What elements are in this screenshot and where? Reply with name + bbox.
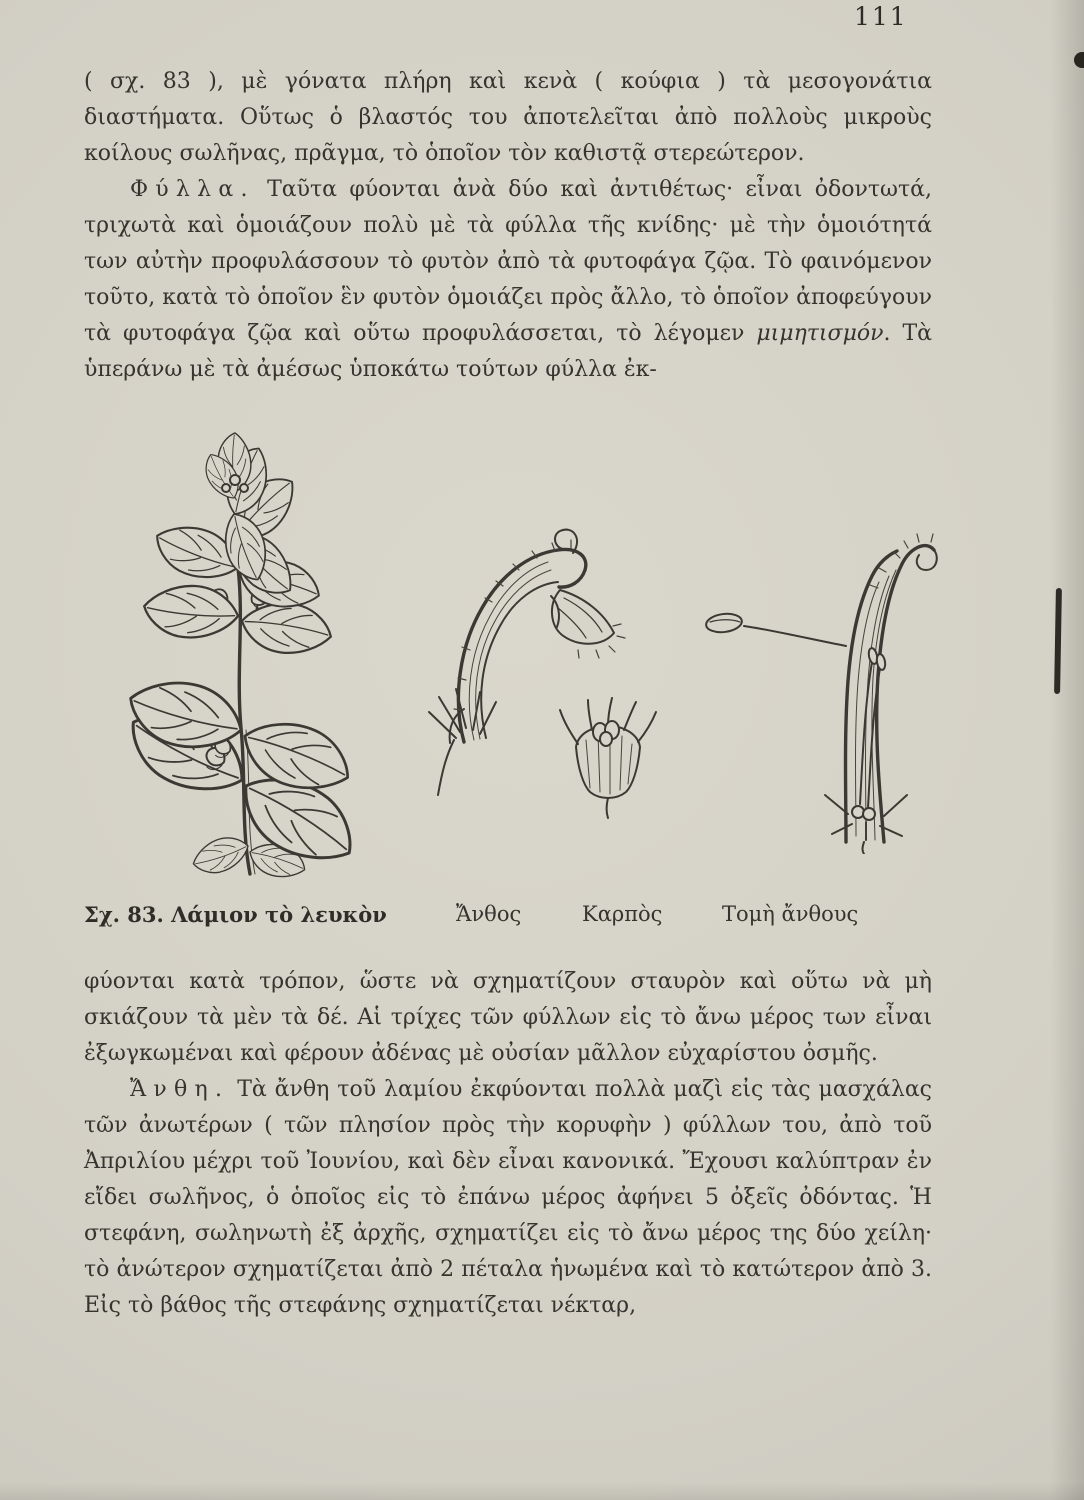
text-segment: Ταῦτα φύονται ἀνὰ δύο καὶ ἀντιθέτως· εἶναι ὀδοντωτά, τριχωτὰ καὶ ὁμοιάζουν πολὺ μὲ τὰ φύλλα τῆς κνίδης· μὲ τὴν ὁμοιότητά των αὐτὴν προφυλάσσουν τὸ φυτὸν ἀπὸ τὰ φυτοφάγα ζῷα. Τὸ φαινόμενον τοῦτο, κατὰ τὸ ὁποῖον ἓν φυτὸν ὁμοιάζει πρὸς ἄλλο, τὸ ὁποῖον ἀποφεύγουν τὰ φυτοφάγα ζῷα καὶ οὕτω προφυλάσσεται, τὸ λέγομεν: [84, 177, 932, 346]
scan-artifact-spot: [1074, 52, 1084, 68]
paragraph: [84, 964, 932, 1072]
figure-label-flower: Ἄνθος: [456, 902, 522, 926]
text-after-figure: [84, 964, 932, 1324]
paragraph: [84, 172, 932, 388]
text-before-figure: [84, 64, 932, 388]
page-edge-shadow-bottom: [0, 1482, 1084, 1500]
flower-section-illustration: [688, 496, 956, 854]
scan-artifact-line: [1054, 588, 1062, 694]
page-number: 111: [854, 2, 908, 31]
fruit-illustration: [548, 692, 668, 820]
figure-caption-title: Σχ. 83. Λάμιον τὸ λευκὸν: [84, 902, 387, 927]
text-segment-spaced: Ἄνθη.: [130, 1077, 230, 1102]
text-segment: ( σχ. 83 ), μὲ γόνατα πλήρη καὶ κενὰ ( κούφια ) τὰ μεσογονάτια διαστήματα. Οὕτως ὁ βλαστός του ἀποτελεῖται ἀπὸ πολλοὺς μικροὺς κοίλους σωλῆνας, πρᾶγμα, τὸ ὁποῖον τὸν καθιστᾷ στερεώτερον.: [84, 69, 932, 166]
text-segment: φύονται κατὰ τρόπον, ὥστε νὰ σχηματίζουν σταυρὸν καὶ οὕτω νὰ μὴ σκιάζουν τὰ μὲν τὰ δέ. Αἱ τρίχες τῶν φύλλων εἰς τὸ ἄνω μέρος των εἶναι ἐξωγκωμέναι καὶ φέρουν ἀδένας μὲ οὐσίαν μᾶλλον εὐχαρίστου ὀσμῆς.: [84, 969, 932, 1066]
paragraph: [84, 64, 932, 172]
figure-label-section: Τομὴ ἄνθους: [722, 902, 859, 926]
text-segment: Τὰ ἄνθη τοῦ λαμίου ἐκφύονται πολλὰ μαζὶ εἰς τὰς μασχάλας τῶν ἀνωτέρων ( τῶν πλησίον πρὸς τὴν κορυφὴν ) φύλλων του, ἀπὸ τοῦ Ἀπριλίου μέχρι τοῦ Ἰουνίου, καὶ δὲν εἶναι κανονικά. Ἔχουσι καλύπτραν ἐν εἴδει σωλῆνος, ὁ ὁποῖος εἰς τὸ ἐπάνω μέρος ἀφήνει 5 ὀξεῖς ὀδόντας. Ἡ στεφάνη, σωληνωτὴ ἐξ ἀρχῆς, σχηματίζει εἰς τὸ ἄνω μέρος της δύο χείλη· τὸ ἀνώτερον σχηματίζεται ἀπὸ 2 πέταλα ἡνωμένα καὶ τὸ κατώτερον ἀπὸ 3. Εἰς τὸ βάθος τῆς στεφάνης σχηματίζεται νέκταρ,: [84, 1077, 932, 1318]
text-segment-italic: μιμητισμόν: [756, 321, 884, 346]
plant-illustration: [78, 418, 388, 878]
text-segment: . Τὰ ὑπεράνω μὲ τὰ ἀμέσως ὑποκάτω τούτων φύλλα ἐκ-: [84, 321, 932, 382]
page-edge-shadow-right: [1050, 0, 1084, 1500]
text-segment-spaced: Φύλλα.: [130, 177, 255, 202]
paragraph: [84, 1072, 932, 1324]
figure-label-fruit: Καρπὸς: [582, 902, 663, 926]
